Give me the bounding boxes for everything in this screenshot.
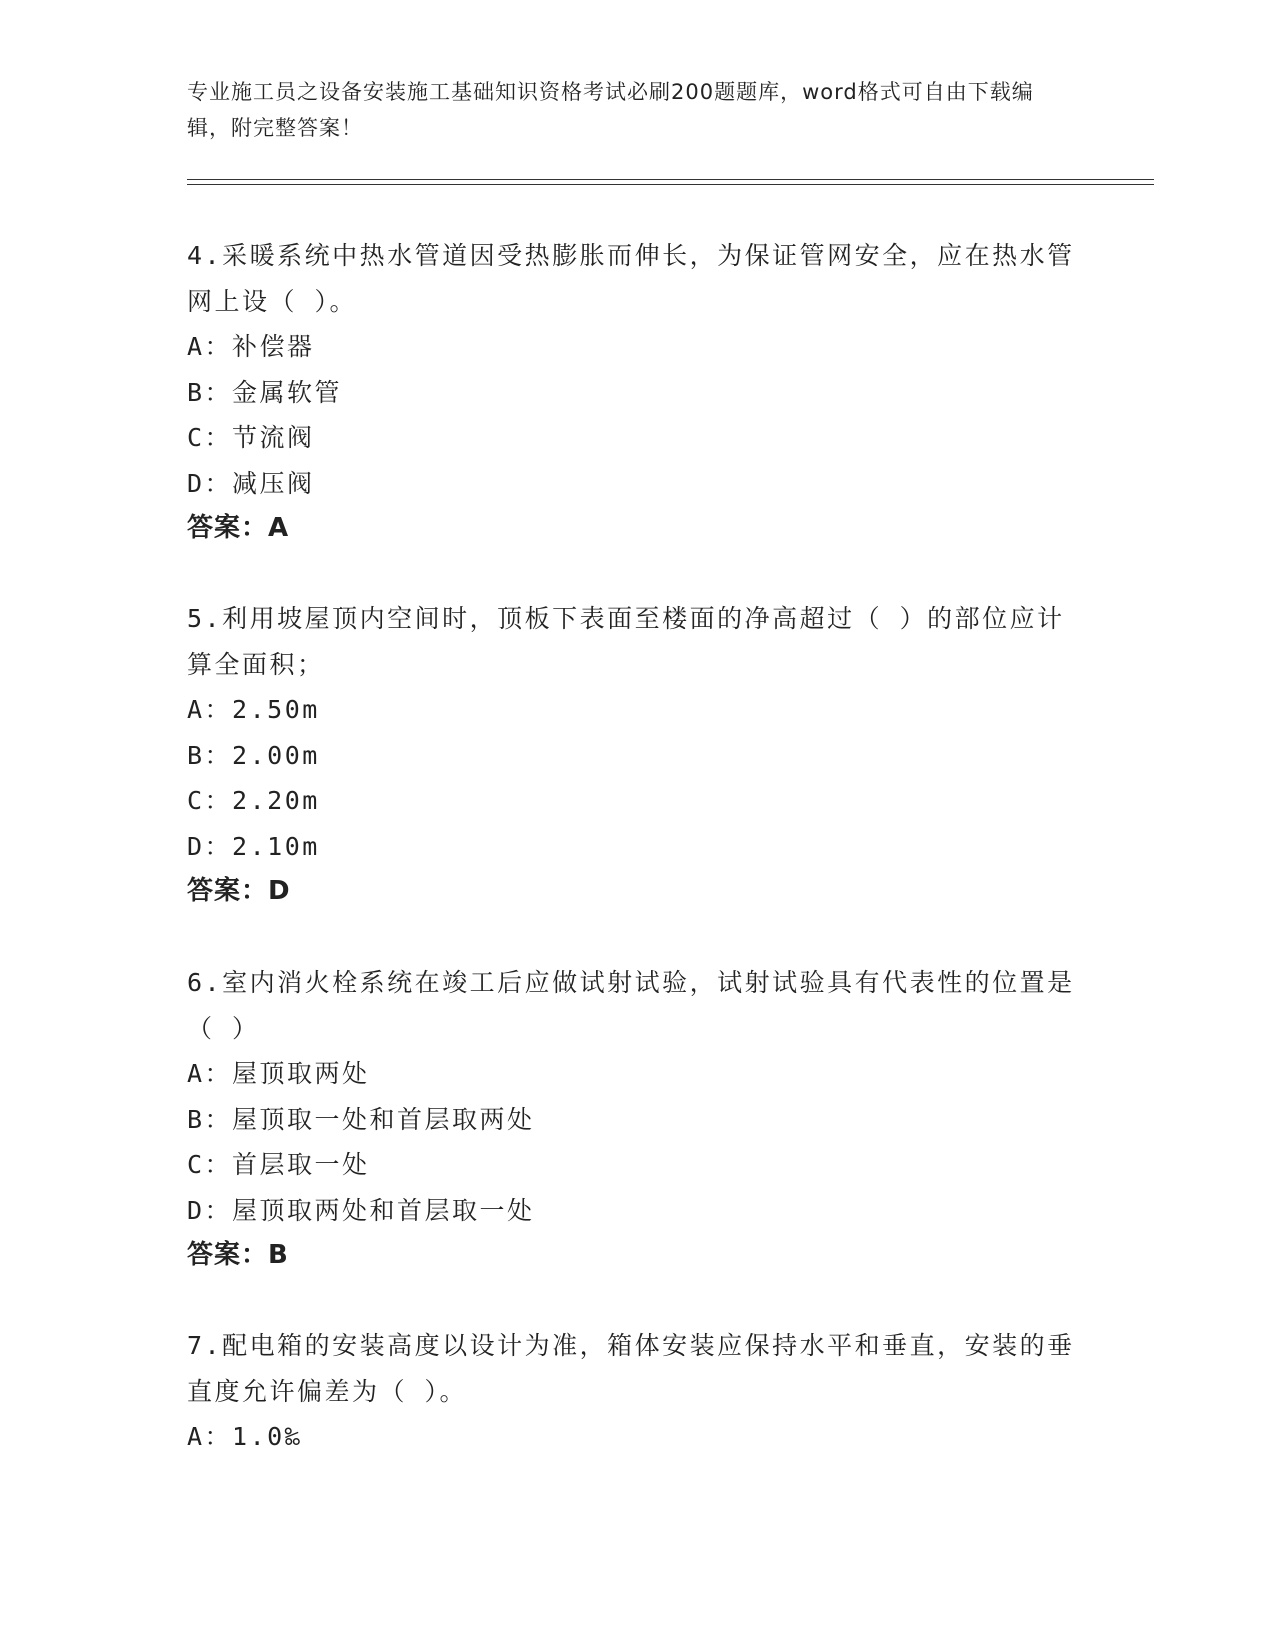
option-a: A：屋顶取两处 <box>187 1059 370 1088</box>
question-item <box>187 596 1087 915</box>
option-d: D：减压阀 <box>187 468 315 498</box>
answer-text: 答案：A <box>187 513 290 543</box>
answer-text: 答案：D <box>187 876 291 906</box>
option-b: B：屋顶取一处和首层取两处 <box>187 1104 535 1134</box>
option-a: A：2.50m <box>187 695 320 724</box>
question-item <box>187 1323 1087 1460</box>
question-item <box>187 960 1087 1279</box>
header-divider-top <box>187 179 1154 180</box>
answer-text: 答案：B <box>187 1240 289 1270</box>
question-text: 6.室内消火栓系统在竣工后应做试射试验，试射试验具有代表性的位置是（ ） <box>187 968 1075 1043</box>
option-c: C：节流阀 <box>187 423 315 452</box>
option-a: A：1.0‰ <box>187 1422 303 1451</box>
question-text: 5.利用坡屋顶内空间时，顶板下表面至楼面的净高超过（ ）的部位应计算全面积； <box>187 604 1065 679</box>
option-a: A：补偿器 <box>187 332 315 361</box>
question-text: 4.采暖系统中热水管道因受热膨胀而伸长，为保证管网安全，应在热水管网上设（ ）。 <box>187 241 1075 316</box>
question-item <box>187 233 1087 552</box>
question-text: 7.配电箱的安装高度以设计为准，箱体安装应保持水平和垂直，安装的垂直度允许偏差为（ ）。 <box>187 1331 1075 1406</box>
option-b: B：2.00m <box>187 740 320 770</box>
document-header: 专业施工员之设备安装施工基础知识资格考试必刷200题题库，word格式可自由下载编辑，附完整答案！ <box>187 80 1034 140</box>
option-b: B：金属软管 <box>187 377 343 407</box>
option-d: D：屋顶取两处和首层取一处 <box>187 1195 535 1225</box>
option-c: C：2.20m <box>187 786 320 815</box>
header-divider-bottom <box>187 184 1154 185</box>
option-d: D：2.10m <box>187 831 320 861</box>
option-c: C：首层取一处 <box>187 1150 370 1179</box>
